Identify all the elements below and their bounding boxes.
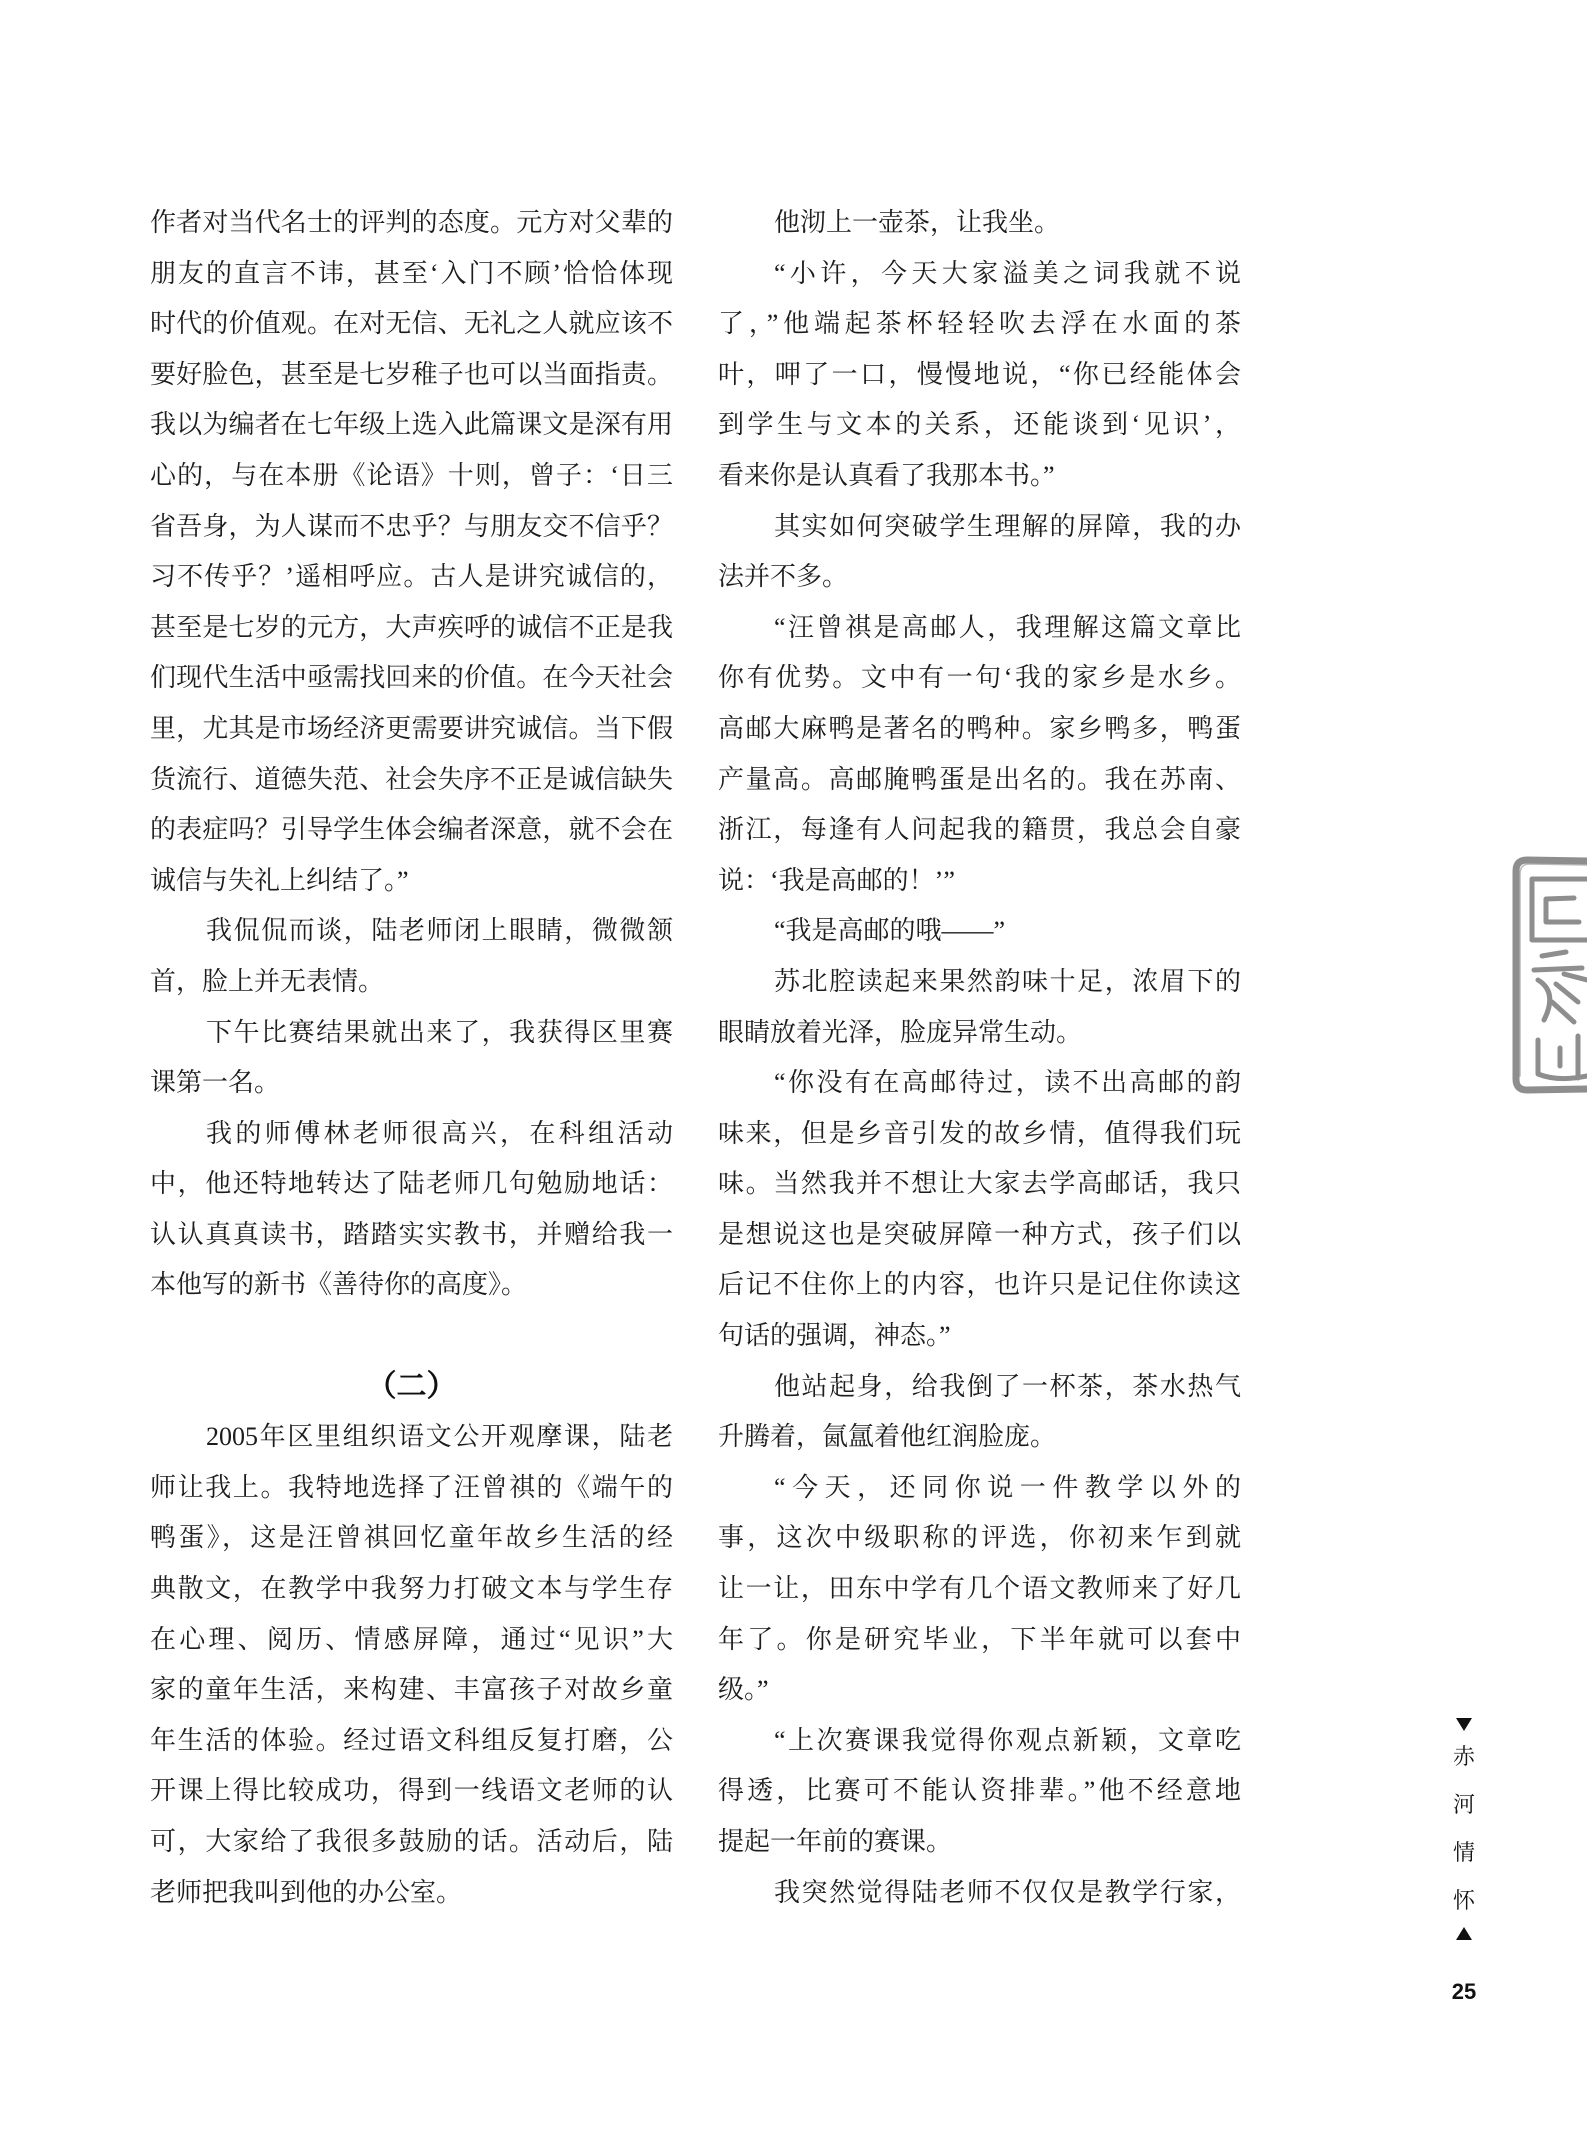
text-line: 典散文，在教学中我努力打破文本与学生存 <box>150 1574 673 1604</box>
paragraph <box>718 1868 1241 1919</box>
text-line: 朋友的直言不讳，甚至‘入门不顾’恰恰体现 <box>150 258 673 288</box>
text-line: 我侃侃而谈，陆老师闭上眼睛，微微颔 <box>206 916 673 946</box>
text-line: 提起一年前的赛课。 <box>718 1827 953 1856</box>
text-line: 甚至是七岁的元方，大声疾呼的诚信不正是我 <box>150 612 673 642</box>
paragraph <box>718 1058 1241 1362</box>
text-line: 他站起身，给我倒了一杯茶，茶水热气 <box>774 1371 1241 1401</box>
text-line: 要好脸色，甚至是七岁稚子也可以当面指责。 <box>150 359 673 389</box>
text-line: 说：‘我是高邮的！’” <box>718 865 955 895</box>
text-line: 是想说这也是突破屏障一种方式，孩子们以 <box>718 1219 1241 1249</box>
section-label: 赤河情怀 <box>1452 1745 1475 1914</box>
text-line: 本他写的新书《善待你的高度》。 <box>150 1270 528 1300</box>
text-line: 事，这次中级职称的评选，你初来乍到就 <box>718 1523 1241 1553</box>
paragraph <box>718 603 1241 907</box>
text-line: 到学生与文本的关系，还能谈到‘见识’， <box>718 410 1241 440</box>
paragraph <box>718 249 1241 502</box>
text-line: 鸭蛋》，这是汪曾祺回忆童年故乡生活的经 <box>150 1523 673 1553</box>
paragraph <box>718 198 1241 249</box>
text-line: 了，”他端起茶杯轻轻吹去浮在水面的茶 <box>718 309 1241 339</box>
left-column <box>150 198 673 1918</box>
text-line: “今天，还同你说一件教学以外的 <box>774 1472 1241 1502</box>
text-line: 味。当然我并不想让大家去学高邮话，我只 <box>718 1169 1241 1199</box>
paragraph <box>718 906 1241 957</box>
text-line: 课第一名。 <box>150 1068 281 1098</box>
text-line: 句话的强调，神态。” <box>718 1321 951 1351</box>
text-line: 老师把我叫到他的办公室。 <box>150 1877 463 1907</box>
paragraph <box>718 1463 1241 1716</box>
text-line: 家的童年生活，来构建、丰富孩子对故乡童 <box>150 1675 673 1705</box>
text-line: 叶，呷了一口，慢慢地说，“你已经能体会 <box>718 359 1241 389</box>
text-line: 中，他还特地转达了陆老师几句勉励地话： <box>150 1169 673 1199</box>
paragraph <box>718 502 1241 603</box>
text-line: 师让我上。我特地选择了汪曾祺的《端午的 <box>150 1472 673 1502</box>
text-line: 习不传乎？’遥相呼应。古人是讲究诚信的， <box>150 562 673 592</box>
text-line: 后记不住你上的内容，也许只是记住你读这 <box>718 1270 1241 1300</box>
seal-stamp-icon <box>1508 852 1587 1098</box>
text-line: 们现代生活中亟需找回来的价值。在今天社会 <box>150 663 673 693</box>
paragraph <box>718 957 1241 1058</box>
text-line: 看来你是认真看了我那本书。” <box>718 460 1055 490</box>
triangle-up-icon <box>1456 1927 1472 1940</box>
paragraph <box>718 1716 1241 1868</box>
section-heading: （二） <box>366 1369 457 1403</box>
text-line: 下午比赛结果就出来了，我获得区里赛 <box>206 1017 673 1047</box>
text-line: “你没有在高邮待过，读不出高邮的韵 <box>774 1068 1241 1098</box>
text-line: 我的师傅林老师很高兴，在科组活动 <box>206 1118 673 1148</box>
paragraph <box>150 198 673 906</box>
text-line: 年生活的体验。经过语文科组反复打磨，公 <box>150 1725 673 1755</box>
text-line: 眼睛放着光泽，脸庞异常生动。 <box>718 1017 1083 1047</box>
text-line: 货流行、道德失范、社会失序不正是诚信缺失 <box>150 764 673 794</box>
text-line: 苏北腔读起来果然韵味十足，浓眉下的 <box>774 966 1241 996</box>
text-line: 时代的价值观。在对无信、无礼之人就应该不 <box>150 309 673 339</box>
text-line: 其实如何突破学生理解的屏障，我的办 <box>774 511 1241 541</box>
text-line: 产量高。高邮腌鸭蛋是出名的。我在苏南、 <box>718 764 1241 794</box>
text-line: 我以为编者在七年级上选入此篇课文是深有用 <box>150 410 673 440</box>
text-line: “汪曾祺是高邮人，我理解这篇文章比 <box>774 612 1241 642</box>
triangle-down-icon <box>1456 1718 1472 1731</box>
text-line: 诚信与失礼上纠结了。” <box>150 865 409 895</box>
text-line: 年了。你是研究毕业，下半年就可以套中 <box>718 1624 1241 1654</box>
text-line: “小许，今天大家溢美之词我就不说 <box>774 258 1241 288</box>
text-line: 他沏上一壶茶，让我坐。 <box>774 208 1061 237</box>
text-line: 我突然觉得陆老师不仅仅是教学行家， <box>774 1877 1241 1907</box>
text-line: 里，尤其是市场经济更需要讲究诚信。当下假 <box>150 713 673 743</box>
text-line: 省吾身，为人谋而不忠乎？与朋友交不信乎？ <box>150 511 673 541</box>
text-line: 的表症吗？引导学生体会编者深意，就不会在 <box>150 815 673 845</box>
text-line: 认认真真读书，踏踏实实教书，并赠给我一 <box>150 1219 673 1249</box>
page-number: 25 <box>1451 1979 1477 2004</box>
text-line: 开课上得比较成功，得到一线语文老师的认 <box>150 1776 673 1806</box>
text-line: 在心理、阅历、情感屏障，通过“见识”大 <box>150 1624 673 1654</box>
text-line: 让一让，田东中学有几个语文教师来了好几 <box>718 1574 1241 1604</box>
text-line: 高邮大麻鸭是著名的鸭种。家乡鸭多，鸭蛋 <box>718 713 1241 743</box>
paragraph <box>150 906 673 1007</box>
text-line: 你有优势。文中有一句‘我的家乡是水乡。 <box>718 663 1241 693</box>
text-line: 首，脸上并无表情。 <box>150 966 385 996</box>
paragraph <box>718 1362 1241 1463</box>
text-line: 级。” <box>718 1675 769 1705</box>
text-line: 浙江，每逢有人问起我的籍贯，我总会自豪 <box>718 815 1241 845</box>
text-line: 作者对当代名士的评判的态度。元方对父辈的 <box>150 208 673 237</box>
paragraph <box>150 1109 673 1311</box>
paragraph <box>150 1412 673 1918</box>
text-line: 法并不多。 <box>718 562 849 592</box>
text-line: “我是高邮的哦——” <box>774 916 1006 946</box>
text-line: 升腾着，氤氲着他红润脸庞。 <box>718 1422 1057 1452</box>
text-line: 2005年区里组织语文公开观摩课，陆老 <box>206 1422 673 1452</box>
right-column <box>718 198 1241 1918</box>
section-spacer <box>150 1311 673 1362</box>
text-line: “上次赛课我觉得你观点新颖，文章吃 <box>774 1725 1241 1755</box>
text-line: 可，大家给了我很多鼓励的话。活动后，陆 <box>150 1827 673 1856</box>
paragraph <box>150 1008 673 1109</box>
text-line: 得透，比赛可不能认资排辈。”他不经意地 <box>718 1776 1241 1806</box>
text-line: 心的，与在本册《论语》十则，曾子：‘日三 <box>150 460 673 490</box>
text-line: 味来，但是乡音引发的故乡情，值得我们玩 <box>718 1118 1241 1148</box>
